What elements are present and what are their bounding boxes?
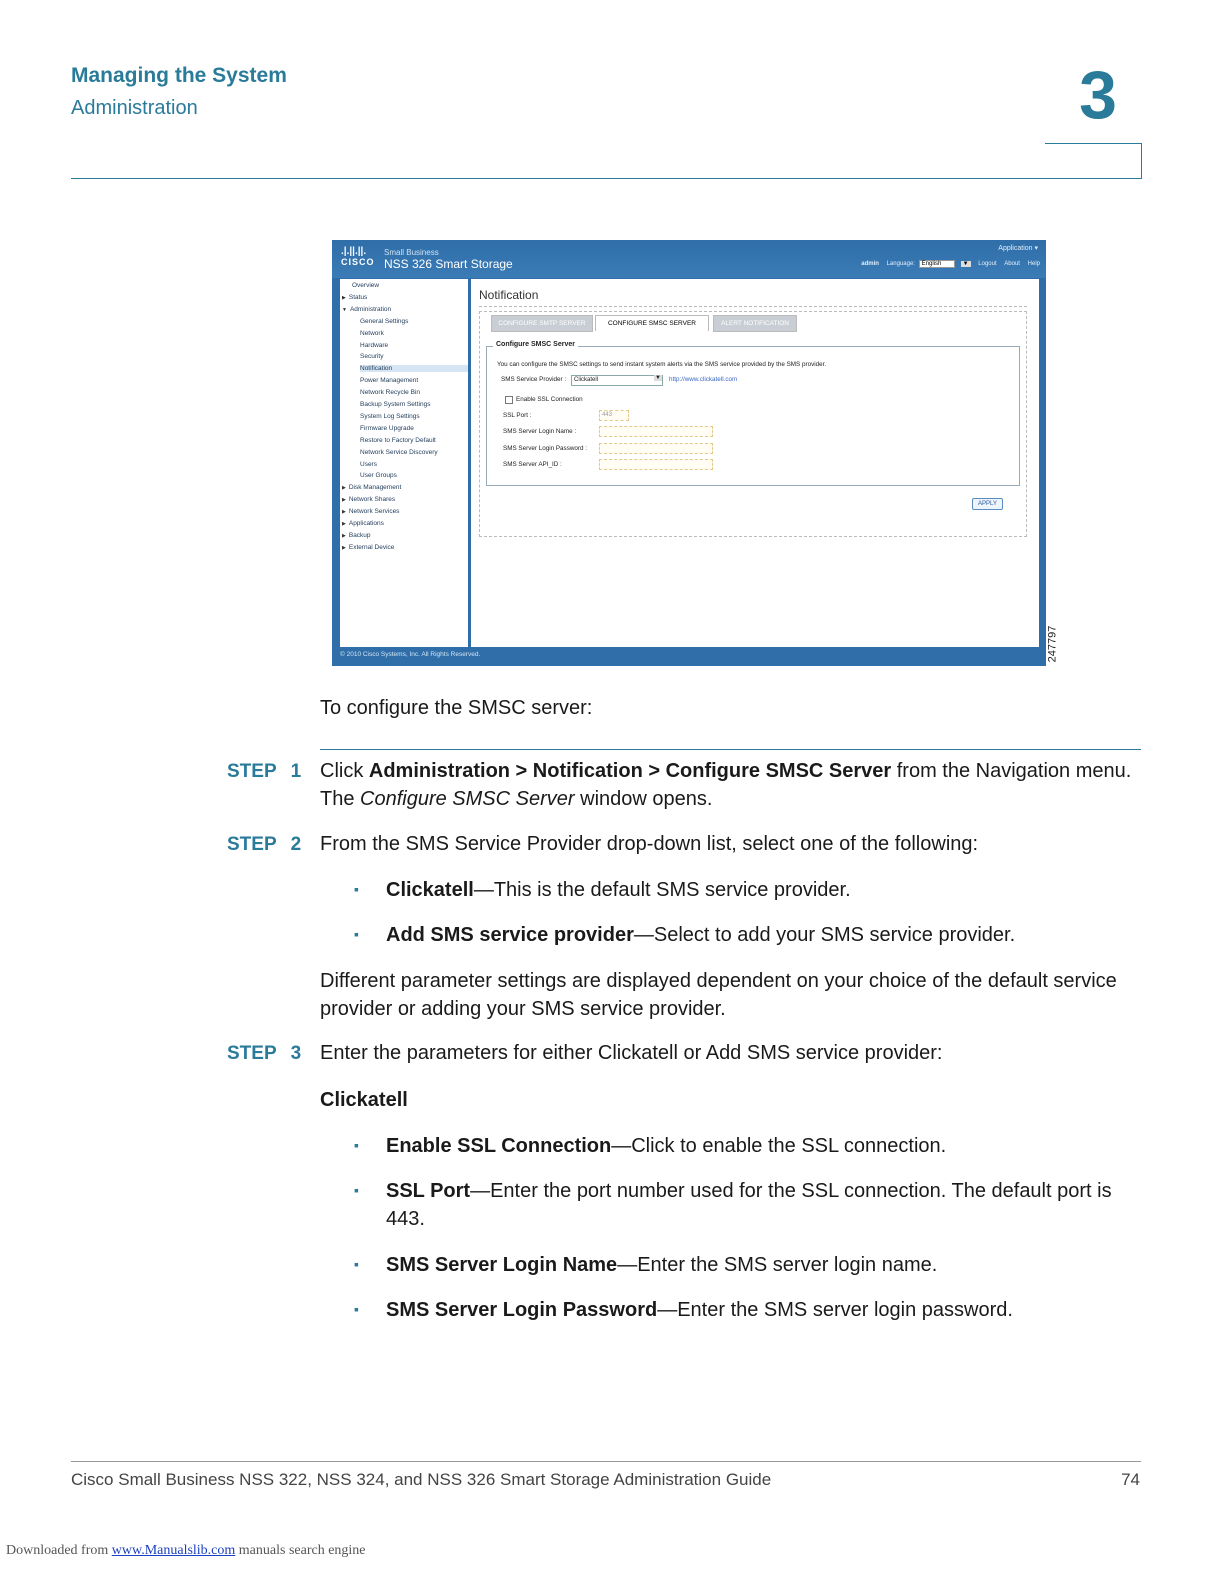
- chevron-down-icon[interactable]: ▼: [655, 375, 661, 381]
- nav-item-label: External Device: [348, 543, 395, 551]
- chevron-down-icon[interactable]: ▼: [962, 261, 969, 267]
- section-title: Managing the System: [71, 64, 287, 87]
- brand-line: Small Business: [384, 248, 439, 257]
- provider-link[interactable]: http://www.clickatell.com: [669, 376, 738, 383]
- step-2-label: STEP 2: [227, 834, 302, 855]
- nav-item-label: Network Recycle Bin: [360, 389, 420, 397]
- page-title: Notification: [479, 288, 539, 302]
- step-2-text: From the SMS Service Provider drop-down list, select one of the following:: [320, 833, 979, 855]
- api-id-label: SMS Server API_ID :: [503, 461, 562, 468]
- nav-item[interactable]: [360, 377, 418, 384]
- nav-item-label: Applications: [348, 520, 384, 527]
- nav-item-label: Network: [360, 329, 384, 337]
- chapter-tab-box: [1045, 143, 1142, 179]
- cisco-logo: .|.||.||. CISCO: [341, 246, 375, 267]
- nav-item[interactable]: [342, 484, 401, 491]
- user-bar: [855, 260, 1040, 268]
- bullet-icon: ▪: [354, 1256, 359, 1272]
- nav-item[interactable]: [360, 413, 420, 420]
- nav-item[interactable]: [360, 342, 388, 349]
- download-notice: Downloaded from www.Manualslib.com manuals search engine: [6, 1543, 366, 1558]
- manualslib-link[interactable]: www.Manualslib.com: [111, 1543, 236, 1558]
- notification-panel: [471, 279, 1039, 647]
- ssl-port-input[interactable]: 443: [599, 410, 629, 421]
- user-name: admin: [861, 261, 879, 267]
- nav-item[interactable]: [342, 294, 367, 301]
- step-3-text: Enter the parameters for either Clickatell or Add SMS service provider:: [320, 1042, 943, 1064]
- step-2-note: Different parameter settings are displayed dependent on your choice of the default service provider or adding your SMS service provider.: [320, 970, 1117, 1020]
- help-link[interactable]: Help: [1027, 261, 1040, 267]
- application-menu[interactable]: Application ▾: [998, 245, 1038, 252]
- nav-item-label: Disk Management: [348, 484, 402, 492]
- bullet-icon: ▪: [354, 926, 359, 942]
- caret-down-icon[interactable]: ▼: [342, 306, 347, 313]
- apply-button[interactable]: APPLY: [972, 498, 1003, 510]
- nav-item[interactable]: [342, 496, 395, 503]
- bullet-icon: ▪: [354, 1137, 359, 1153]
- nav-item-label: Notification: [360, 365, 393, 373]
- nav-item[interactable]: [342, 306, 391, 313]
- step-3-bullet-2: SSL Port—Enter the port number used for the SSL connection. The default port is 443.: [386, 1180, 1112, 1230]
- nav-item-label: Network Shares: [348, 496, 396, 504]
- nav-item[interactable]: [360, 437, 436, 444]
- nav-item[interactable]: [342, 508, 399, 515]
- nav-item-label: Network Services: [348, 508, 400, 516]
- nav-item-label: Hardware: [360, 341, 389, 349]
- subsection-title: Administration: [71, 97, 198, 119]
- bullet-icon: ▪: [354, 1301, 359, 1317]
- fieldset-legend: Configure SMSC Server: [493, 341, 578, 348]
- caret-right-icon[interactable]: ▶: [342, 294, 346, 301]
- caret-right-icon[interactable]: ▶: [342, 485, 346, 492]
- product-name: NSS 326 Smart Storage: [384, 257, 513, 271]
- step-rule: [320, 749, 1141, 750]
- step-1-text: Click Administration > Notification > Configure SMSC Server from the Navigation menu. The Configure SMSC Server window opens.: [320, 760, 1132, 810]
- nav-item[interactable]: [360, 461, 377, 468]
- tab-alert-notification[interactable]: ALERT NOTIFICATION: [713, 315, 797, 332]
- nav-item-label: Administration: [349, 305, 392, 313]
- nav-item-label: General Settings: [360, 317, 409, 325]
- caret-right-icon[interactable]: ▶: [342, 509, 346, 516]
- language-select[interactable]: English: [919, 260, 955, 268]
- nav-item-label: Network Service Discovery: [360, 448, 438, 456]
- nav-item-label: Power Management: [360, 377, 419, 385]
- login-name-input[interactable]: [599, 426, 713, 437]
- step-3-bullet-3: SMS Server Login Name—Enter the SMS server login name.: [386, 1254, 938, 1276]
- caret-right-icon[interactable]: ▶: [342, 497, 346, 504]
- nav-item[interactable]: [360, 449, 438, 456]
- bullet-icon: ▪: [354, 1182, 359, 1198]
- nss-screenshot: [332, 240, 1046, 666]
- nav-item[interactable]: [360, 472, 397, 479]
- nav-item-label: Status: [348, 293, 368, 301]
- provider-label: SMS Service Provider :: [501, 376, 567, 383]
- caret-right-icon[interactable]: ▶: [342, 532, 346, 539]
- page-number: 74: [1121, 1470, 1140, 1489]
- nav-item-label: Users: [360, 460, 377, 468]
- nav-item-label: Firmware Upgrade: [360, 424, 414, 432]
- chapter-number: 3: [1079, 57, 1117, 133]
- nav-item-label: User Groups: [360, 472, 397, 480]
- ssl-checkbox[interactable]: [505, 396, 513, 404]
- nav-item[interactable]: [360, 353, 383, 360]
- footer-rule: [71, 1461, 1141, 1462]
- guide-title: Cisco Small Business NSS 322, NSS 324, and NSS 326 Smart Storage Administration Guide: [71, 1470, 772, 1489]
- bullet-icon: ▪: [354, 881, 359, 897]
- nav-item[interactable]: [352, 282, 379, 289]
- ssl-label: Enable SSL Connection: [516, 396, 583, 403]
- step-3-bullet-4: SMS Server Login Password—Enter the SMS server login password.: [386, 1299, 1013, 1321]
- nav-item[interactable]: [342, 520, 384, 527]
- step-3-label: STEP 3: [227, 1043, 302, 1064]
- copyright: © 2010 Cisco Systems, Inc. All Rights Reserved.: [340, 651, 481, 658]
- nav-item[interactable]: [342, 544, 394, 551]
- api-id-input[interactable]: [599, 459, 713, 470]
- clickatell-heading: Clickatell: [320, 1089, 408, 1111]
- logout-link[interactable]: Logout: [978, 261, 997, 267]
- nav-item[interactable]: [360, 401, 430, 408]
- language-label: Language:: [886, 261, 915, 267]
- caret-right-icon[interactable]: ▶: [342, 544, 346, 551]
- nav-item-label: Backup System Settings: [360, 401, 431, 408]
- nav-item[interactable]: [342, 532, 371, 539]
- step-3-bullet-1: Enable SSL Connection—Click to enable the SSL connection.: [386, 1135, 947, 1157]
- nav-item[interactable]: [360, 318, 408, 325]
- nav-item[interactable]: [360, 330, 384, 337]
- navigation-tree: [340, 279, 470, 647]
- step-2-bullet-2: Add SMS service provider—Select to add your SMS service provider.: [386, 924, 1016, 946]
- login-name-label: SMS Server Login Name :: [503, 428, 577, 435]
- ssl-port-label: SSL Port :: [503, 412, 532, 419]
- description-text: You can configure the SMSC settings to send instant system alerts via the SMS service provided by the SMS provider.: [497, 361, 827, 368]
- about-link[interactable]: About: [1004, 261, 1020, 267]
- tab-configure-smtp[interactable]: CONFIGURE SMTP SERVER: [491, 315, 593, 332]
- nav-item-label: Security: [360, 353, 384, 361]
- provider-select[interactable]: Clickatell: [571, 375, 663, 386]
- header-rule: [71, 178, 1142, 179]
- nav-item[interactable]: [360, 389, 420, 396]
- step-1-label: STEP 1: [227, 761, 302, 782]
- title-divider: [479, 306, 1027, 307]
- nav-item-label: System Log Settings: [360, 412, 420, 420]
- caret-right-icon[interactable]: ▶: [342, 521, 346, 527]
- tab-configure-smsc[interactable]: CONFIGURE SMSC SERVER: [595, 315, 709, 331]
- nav-item-label: Restore to Factory Default: [360, 436, 436, 444]
- login-password-label: SMS Server Login Password :: [503, 445, 587, 452]
- intro-text: To configure the SMSC server:: [320, 697, 593, 719]
- nav-item[interactable]: [360, 425, 414, 432]
- figure-id: 247797: [1046, 625, 1059, 663]
- nav-item-label: Overview: [352, 282, 380, 289]
- nav-item-label: Backup: [348, 531, 371, 539]
- login-password-input[interactable]: [599, 443, 713, 454]
- nav-item[interactable]: [360, 365, 468, 372]
- step-2-bullet-1: Clickatell—This is the default SMS service provider.: [386, 879, 851, 901]
